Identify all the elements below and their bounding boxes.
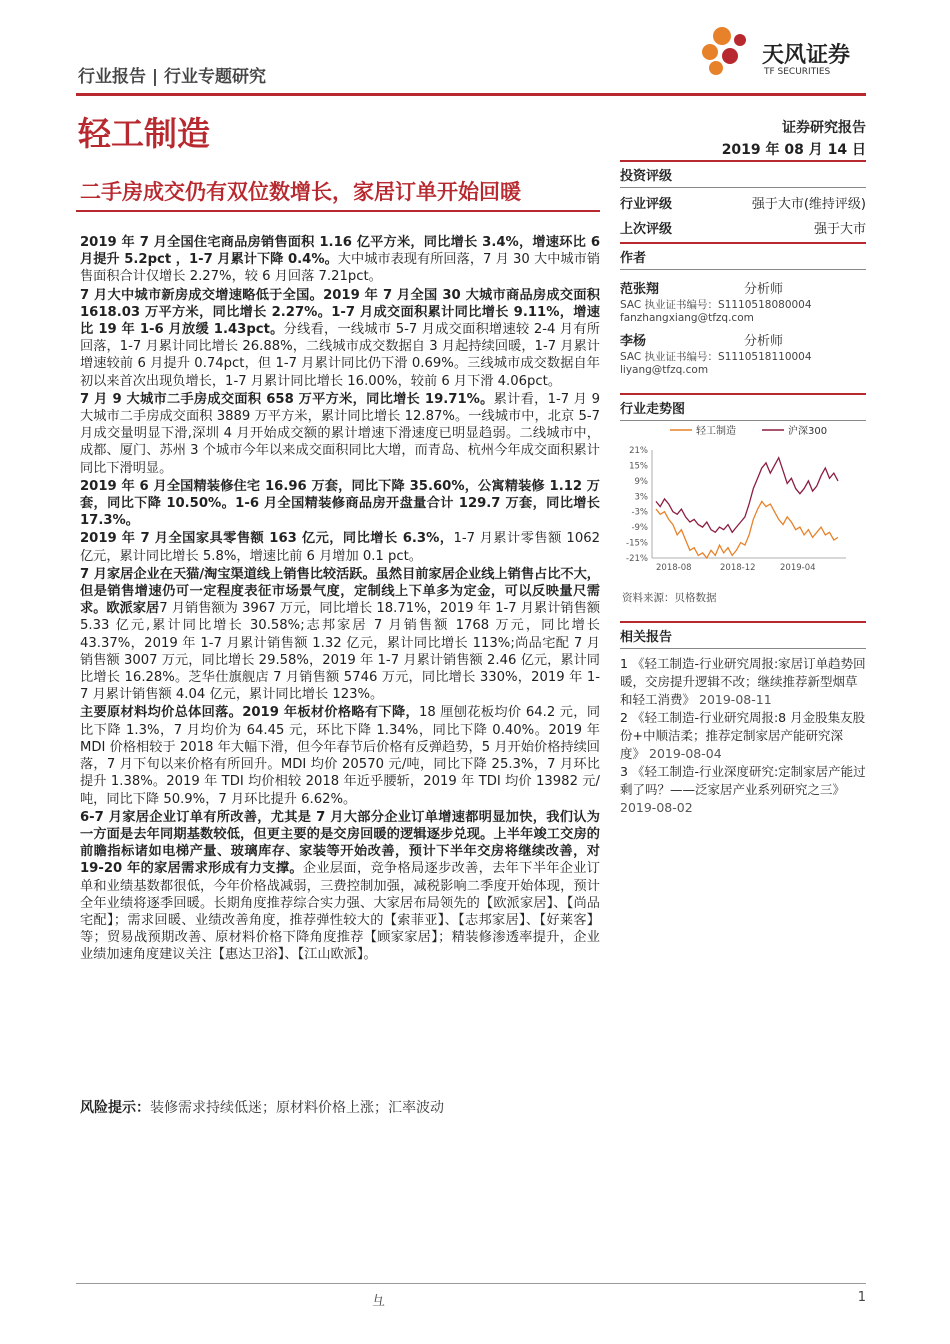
risk-text: 装修需求持续低迷；原材料价格上涨；汇率波动 <box>150 1100 444 1116</box>
related-item[interactable]: 2 《轻工制造-行业研究周报:8 月金股集友股份+中顺洁柔；推荐定制家居产能研究深度》 2019-08-04 <box>620 710 866 761</box>
x-tick-label: 2019-04 <box>780 563 816 573</box>
y-tick-label: 21% <box>629 446 648 456</box>
y-tick-label: 15% <box>629 461 648 472</box>
y-tick-label: -3% <box>631 507 648 518</box>
legend-label: 轻工制造 <box>696 426 736 437</box>
author-name: 李杨 <box>620 334 647 349</box>
related-section <box>620 621 866 817</box>
body-paragraph: 主要原材料均价总体回落。2019 年板材价格略有下降，18 厘刨花板均价 64.2 元，同比下降 1.3%，7 月均价为 64.45 元，环比下降 1.34%，同比下降 0.40%。2019 年 MDI 价格相较于 2018 年大幅下滑，但今年春节后价格有反弹趋势，5 月开始价格持续回落，7 月下旬以来价格有所回升。MDI 均价 20570 元/吨，同比下降 25.3%，7 月环比提升 1.38%。2019 年 TDI 均价相较 2018 年近乎腰斩，2019 年 TDI 均价 13982 元/吨，同比下降 50.9%，7 月环比提升 6.62%。 <box>80 705 601 807</box>
author-email[interactable]: liyang@tfzq.com <box>620 364 709 376</box>
authors-section <box>620 242 866 376</box>
header-rule <box>76 93 866 96</box>
risk-label: 风险提示： <box>80 1100 150 1116</box>
author-role: 分析师 <box>744 282 784 297</box>
logo-flower-icon <box>700 22 760 78</box>
footer-rule <box>76 1283 866 1284</box>
trend-chart <box>620 420 866 578</box>
body-paragraph: 2019 年 7 月全国住宅商品房销售面积 1.16 亿平方米，同比增长 3.4%，增速环比 6 月提升 5.2pct ，1-7 月累计下降 0.4%。大中城市表现有所回落，7 月 30 大中城市销售面积合计仅增长 2.27%，较 6 月回落 7.21pct。 <box>80 235 601 285</box>
report-date: 2019 年 08 月 14 日 <box>721 142 866 158</box>
report-title: 二手房成交仍有双位数增长，家居订单开始回暖 <box>80 180 521 204</box>
body-paragraph: 7 月 9 大城市二手房成交面积 658 万平方米，同比增长 19.71%。累计看，1-7 月 9 大城市二手房成交面积 3889 万平方米，累计同比增长 12.87%。一线城市中，北京 5-7 月成交量明显下滑,深圳 4 月开始成交额的累计增速下滑速度已明显趋弱。二线城市中，成都、厦门、苏州 3 个城市今年以来成交面积同比大增，而青岛、杭州今年成交面积累计同比下滑明显。 <box>80 391 600 476</box>
author-role: 分析师 <box>744 334 784 349</box>
body-paragraph: 2019 年 6 月全国精装修住宅 16.96 万套，同比下降 35.60%，公寓精装修 1.12 万套，同比下降 10.50%。1-6 月全国精装修商品房开盘量合计 129.7 万套，同比增长 17.3%。 <box>80 478 600 529</box>
report-category: 行业报告 | 行业专题研究 <box>78 67 267 87</box>
y-tick-label: -21% <box>626 554 648 564</box>
y-tick-label: -15% <box>626 538 648 549</box>
author-card <box>620 330 866 376</box>
author-name: 范张翔 <box>620 282 660 297</box>
related-item[interactable]: 3 《轻工制造-行业深度研究:定制家居产能过剩了吗？——泛家居产业系列研究之三》 2019-08-02 <box>620 764 866 815</box>
trend-heading: 行业走势图 <box>620 402 686 417</box>
related-item[interactable]: 1 《轻工制造-行业研究周报:家居订单趋势回暖，交房提升逻辑不改；继续推荐新型烟草和轻工消费》 2019-08-11 <box>620 656 866 707</box>
author-email[interactable]: fanzhangxiang@tfzq.com <box>620 312 754 324</box>
body-paragraph: 2019 年 7 月全国家具零售额 163 亿元，同比增长 6.3%，1-7 月累计零售额 1062 亿元，累计同比增长 5.8%，增速比前 6 月增加 0.1 pct。 <box>80 531 600 564</box>
report-type: 证券研究报告 <box>782 120 866 136</box>
report-body <box>80 234 600 965</box>
y-tick-label: 3% <box>634 492 648 503</box>
logo-name: 天风证券 <box>762 43 851 68</box>
trend-section <box>620 393 866 421</box>
rating-row: 行业评级 强于大市(维持评级) <box>620 197 866 212</box>
body-paragraph: 7 月家居企业在天猫/淘宝渠道线上销售比较活跃。虽然目前家居企业线上销售占比不大，但是销售增速仍可一定程度表征市场景气度，定制线上下单多为定金，可以反映量尺需求。欧派家居7 月销售额为 3967 万元，同比增长 18.71%，2019 年 1-7 月累计销售额 5.33 亿元,累计同比增长 30.58%;志邦家居 7 月销售额 1768 万元，同比增长 43.37%，2019 年 1-7 月累计销售额 1.32 亿元，累计同比增长 113%;尚品宅配 7 月销售额 3007 万元，同比增长 29.58%，2019 年 1-7 月累计销售额 2.46 亿元，累计同比增长 16.28%。芝华仕旗舰店 7 月销售额 5746 万元，同比增长 330%，2019 年 1-7 月累计销售额 4.04 亿元，累计同比增长 123%。 <box>80 566 601 703</box>
x-tick-label: 2018-08 <box>656 563 692 573</box>
authors-heading: 作者 <box>620 251 647 266</box>
rating-section <box>620 160 866 237</box>
author-card <box>620 278 866 324</box>
page-number: 1 <box>857 1290 866 1305</box>
sector-title: 轻工制造 <box>78 114 210 153</box>
series-line <box>656 458 838 533</box>
rating-row: 上次评级 强于大市 <box>620 222 866 237</box>
y-tick-label: 9% <box>634 476 648 487</box>
rating-heading: 投资评级 <box>620 169 673 184</box>
y-tick-label: -9% <box>631 523 648 534</box>
author-cert: SAC 执业证书编号：S1110518080004 <box>620 299 812 311</box>
body-paragraph: 6-7 月家居企业订单有所改善，尤其是 7 月大部分企业订单增速都明显加快，我们认为一方面是去年同期基数较低，但更主要的是交房回暖的逻辑逐步兑现。上半年竣工交房的前瞻指标诸如电梯产量、玻璃库存、家装等开始改善，预计下半年交房将继续改善，对 19-20 年的家居需求形成有力支撑。企业层面，竞争格局逐步改善，去年下半年企业订单和业绩基数都很低，今年价格战减弱，三费控制加强，减税影响二季度开始体现，预计全年业绩将逐季回暖。长期角度推荐综合实力强、大家居布局领先的【欧派家居】、【尚品宅配】；需求回暖、业绩改善角度，推荐弹性较大的【索菲亚】、【志邦家居】、【好莱客】等；贸易战预期改善、原材料价格下降角度推荐【顾家家居】；精装修渗透率提升，企业业绩加速角度建议关注【惠达卫浴】、【江山欧派】。 <box>80 809 600 963</box>
title-rule <box>76 210 600 212</box>
author-cert: SAC 执业证书编号：S1110518110004 <box>620 351 812 363</box>
rating-rule <box>620 160 866 162</box>
body-paragraph: 7 月大中城市新房成交增速略低于全国。2019 年 7 月全国 30 大城市商品房成交面积 1618.03 万平方米，同比增长 2.27%。1-7 月成交面积累计同比增长 9.11%，增速比 19 年 1-6 月放缓 1.43pct。分线看，一线城市 5-7 月成交面积增速较 2-4 月有所回落，1-7 月累计同比增长 26.88%，二线城市成交数据自 3 月起持续回暖，1-7 月累计增速较前 6 月提升 0.74pct，但 1-7 月累计同比仍下滑 0.69%。三线城市成交数据自年初以来首次出现负增长，1-7 月累计同比增长 16.00%，较前 6 月下滑 4.06pct。 <box>80 287 600 389</box>
footer-mark: 彑 <box>372 1294 386 1309</box>
related-heading: 相关报告 <box>620 630 673 645</box>
risk-note <box>80 1097 444 1117</box>
logo-english: TF SECURITIES <box>764 67 831 77</box>
x-tick-label: 2018-12 <box>720 563 756 573</box>
legend-label: 沪深300 <box>788 426 828 437</box>
chart-source: 资料来源：贝格数据 <box>622 592 717 604</box>
